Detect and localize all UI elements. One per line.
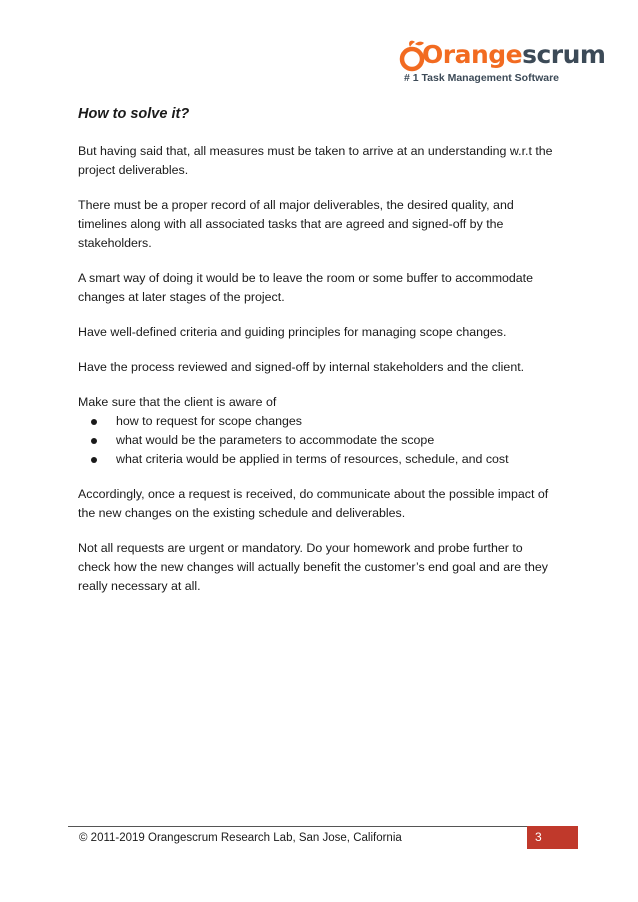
logo-wordmark-scrum: scrum [522, 40, 606, 69]
logo-wordmark [422, 40, 606, 70]
paragraph: There must be a proper record of all major deliverables, the desired quality, and timelines along with all associated tasks that are agreed and signed-off by the stakeholders. [78, 198, 514, 250]
footer-divider [68, 826, 578, 827]
bullet-dot-icon [91, 438, 97, 444]
paragraph: Have the process reviewed and signed-off by internal stakeholders and the client. [78, 360, 525, 374]
bullet-text: what criteria would be applied in terms of resources, schedule, and cost [116, 452, 509, 466]
bullet-item [78, 431, 558, 450]
bullet-text: how to request for scope changes [116, 414, 302, 428]
logo-tagline: # 1 Task Management Software [404, 72, 560, 84]
paragraph: A smart way of doing it would be to leave the room or some buffer to accommodate changes at later stages of the project. [78, 271, 534, 304]
bullet-text: what would be the parameters to accommodate the scope [116, 433, 435, 447]
section-heading: How to solve it? [78, 106, 190, 122]
bullet-item [78, 450, 558, 469]
paragraph: But having said that, all measures must be taken to arrive at an understanding w.r.t the project deliverables. [78, 144, 553, 177]
document-body [78, 104, 558, 612]
paragraph: Make sure that the client is aware of [78, 395, 277, 409]
footer-copyright: © 2011-2019 Orangescrum Research Lab, San Jose, California [79, 832, 402, 844]
bullet-dot-icon [91, 419, 97, 425]
paragraph: Have well-defined criteria and guiding principles for managing scope changes. [78, 325, 507, 339]
logo-wordmark-orange: Orange [422, 40, 523, 69]
bullet-list [78, 412, 558, 469]
bullet-item [78, 412, 558, 431]
page-number-badge [527, 826, 578, 849]
page-number: 3 [535, 830, 542, 844]
paragraph: Accordingly, once a request is received, do communicate about the possible impact of the new changes on the existing schedule and deliverables. [78, 487, 549, 520]
orangescrum-logo [398, 34, 606, 90]
paragraph: Not all requests are urgent or mandatory. Do your homework and probe further to check how the new changes will actually benefit the customer’s end goal and are they really necessary at all. [78, 541, 548, 593]
bullet-dot-icon [91, 457, 97, 463]
